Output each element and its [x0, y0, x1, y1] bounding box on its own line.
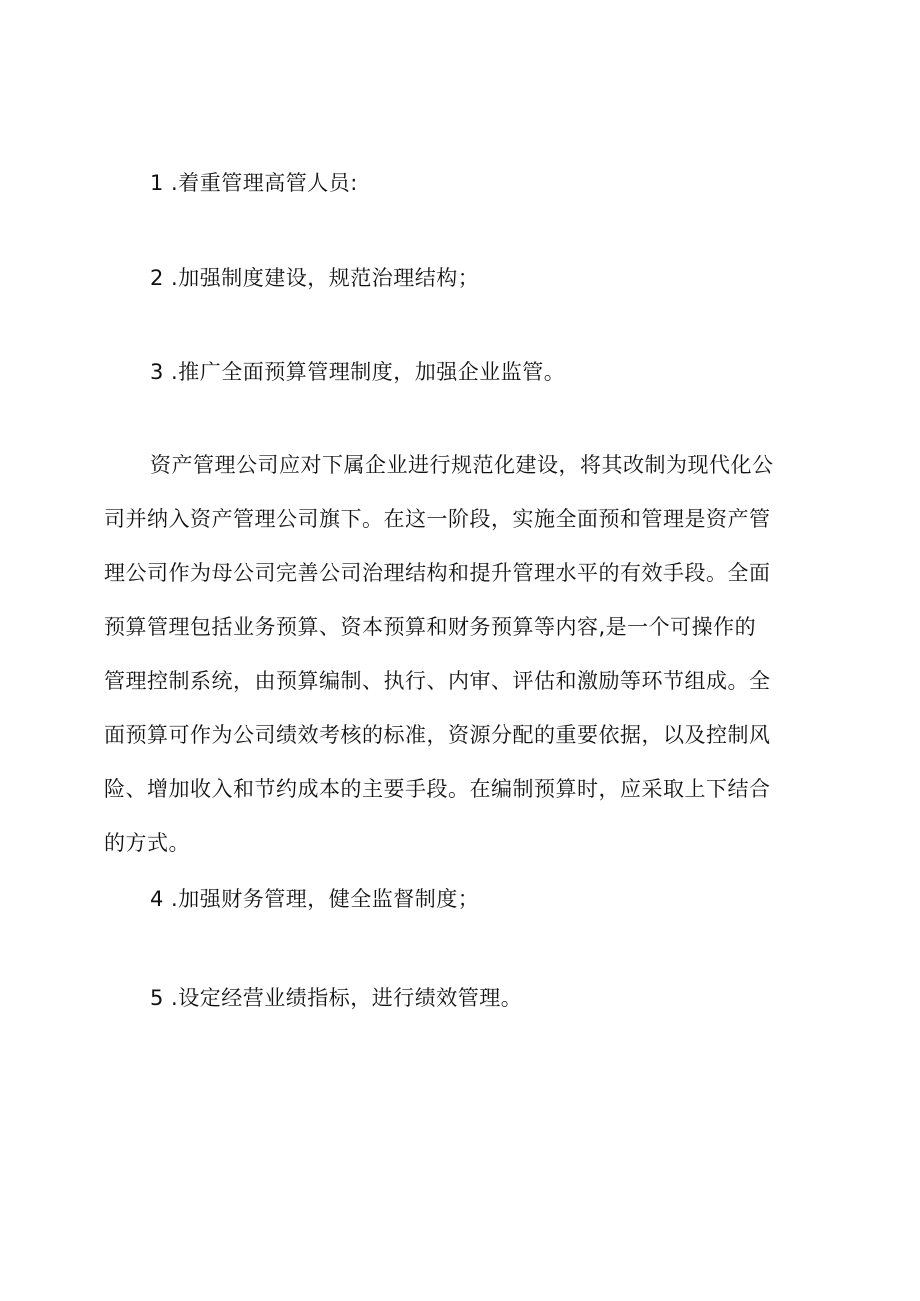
list-item-1: 1 .着重管理高管人员: — [150, 171, 358, 195]
paragraph-line: 管理控制系统，由预算编制、执行、内审、评估和激励等环节组成。全 — [104, 669, 771, 693]
paragraph-line: 的方式。 — [104, 831, 190, 855]
paragraph-line: 面预算可作为公司绩效考核的标准，资源分配的重要依据，以及控制风 — [104, 723, 771, 747]
body-paragraph — [104, 438, 828, 870]
paragraph-line: 预算管理包括业务预算、资本预算和财务预算等内容,是一个可操作的 — [104, 615, 757, 639]
list-item-4: 4 .加强财务管理，健全监督制度； — [150, 887, 480, 911]
list-item-3: 3 .推广全面预算管理制度，加强企业监管。 — [150, 360, 566, 384]
paragraph-line: 资产管理公司应对下属企业进行规范化建设，将其改制为现代化公 — [150, 453, 774, 477]
list-item-5: 5 .设定经营业绩指标，进行绩效管理。 — [150, 986, 523, 1010]
paragraph-line: 理公司作为母公司完善公司治理结构和提升管理水平的有效手段。全面 — [104, 561, 771, 585]
list-item-2: 2 .加强制度建设，规范治理结构； — [150, 266, 480, 290]
paragraph-line: 险、增加收入和节约成本的主要手段。在编制预算时，应采取上下结合 — [104, 777, 771, 801]
paragraph-line: 司并纳入资产管理公司旗下。在这一阶段，实施全面预和管理是资产管 — [104, 507, 771, 531]
